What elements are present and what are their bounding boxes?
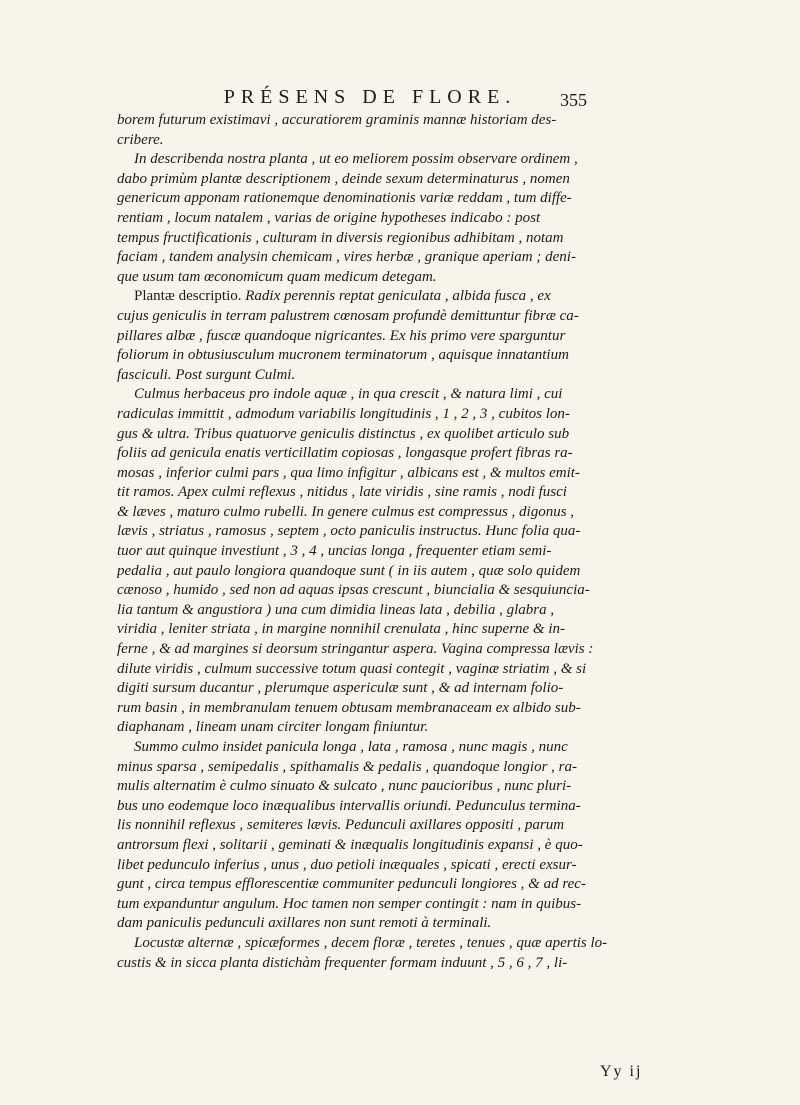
text-line (117, 875, 685, 895)
text-line (117, 248, 685, 268)
text-line (117, 444, 685, 464)
line-text: gus & ultra. Tribus quatuorve geniculis distinctus , ex quolibet articulo sub (117, 425, 570, 442)
line-text: viridia , leniter striata , in margine nonnihil crenulata , hinc superne & in- (117, 621, 566, 638)
text-line (117, 150, 685, 170)
line-text: dilute viridis , culmum successive totum quasi contegit , vaginæ striatim , & si (117, 660, 587, 677)
text-line (117, 287, 685, 307)
line-text: fasciculi. Post surgunt Culmi. (117, 366, 296, 383)
line-text: mulis alternatim è culmo sinuato & sulcato , nunc paucioribus , nunc pluri- (117, 778, 572, 795)
signature-mark: Yy ij (600, 1063, 643, 1080)
text-line (117, 503, 685, 523)
text-line (117, 111, 685, 131)
text-line (117, 189, 685, 209)
body-text (117, 111, 685, 973)
line-text: genericum apponam rationemque denominationis variæ reddam , tum diffe- (117, 190, 572, 207)
line-text: minus sparsa , semipedalis , spithamalis & pedalis , quandoque longior , ra- (117, 758, 578, 775)
text-line (117, 307, 685, 327)
text-line (117, 562, 685, 582)
line-text: digiti sursum ducantur , plerumque aspericulæ sunt , & ad internam folio- (117, 680, 564, 697)
line-text: Radix perennis reptat geniculata , albida fusca , ex (245, 288, 551, 305)
line-text: Summo culmo insidet panicula longa , lata , ramosa , nunc magis , nunc (134, 739, 568, 755)
line-text: tempus fructificationis , culturam in diversis regionibus adhibitam , notam (117, 229, 564, 246)
text-line (117, 464, 685, 484)
line-text: borem futurum existimavi , accuratiorem graminis mannæ historiam des- (117, 112, 557, 128)
text-line (117, 620, 685, 640)
text-line (117, 914, 685, 934)
text-line (117, 777, 685, 797)
text-line (117, 483, 685, 503)
text-line (117, 954, 685, 974)
text-line (117, 718, 685, 738)
text-line (117, 405, 685, 425)
line-text: lævis , striatus , ramosus , septem , octo paniculis instructus. Hunc folia qua- (117, 523, 581, 540)
line-text: pillares albæ , fuscæ quandoque nigricantes. Ex his primo vere sparguntur (117, 327, 566, 344)
line-text: & læves , maturo culmo rubelli. In genere culmus est compressus , digonus , (117, 503, 575, 520)
line-text: cujus geniculis in terram palustrem cœnosam profundè demittuntur fibræ ca- (117, 307, 579, 324)
text-line (117, 229, 685, 249)
text-line (117, 170, 685, 190)
text-line (117, 679, 685, 699)
line-text: que usum tam œconomicum quam medicum detegam. (117, 268, 437, 285)
text-line (117, 640, 685, 660)
text-line (117, 738, 685, 758)
text-line (117, 346, 685, 366)
line-text: rum basin , in membranulam tenuem obtusam membranaceam ex albido sub- (117, 699, 581, 716)
paragraph (117, 111, 685, 150)
line-text: tit ramos. Apex culmi reflexus , nitidus , late viridis , sine ramis , nodi fusci (117, 484, 567, 501)
line-text: bus uno eodemque loco inæqualibus intervallis oriundi. Pedunculus termina- (117, 797, 581, 814)
paragraph (117, 150, 685, 287)
line-text: Locustæ alternæ , spicæformes , decem floræ , teretes , tenues , quæ apertis lo- (134, 934, 608, 951)
line-text: cribere. (117, 131, 164, 148)
line-text: tum expanduntur angulum. Hoc tamen non semper contingit : nam in quibus- (117, 895, 582, 912)
text-line (117, 934, 685, 954)
line-text: antrorsum flexi , solitarii , geminati & inæqualis longitudinis expansi , è quo- (117, 836, 583, 853)
text-line (117, 601, 685, 621)
line-text: lis nonnihil reflexus , semiteres lævis. Pedunculi axillares oppositi , parum (117, 817, 565, 834)
paragraph (117, 287, 685, 385)
line-text: tuor aut quinque investiunt , 3 , 4 , uncias longa , frequenter etiam semi- (117, 543, 552, 560)
text-line (117, 758, 685, 778)
text-line (117, 131, 685, 151)
text-line (117, 699, 685, 719)
line-text: lia tantum & angustiora ) una cum dimidia lineas lata , debilia , glabra , (117, 601, 555, 618)
line-text: dam paniculis pedunculi axillares non sunt remoti à terminali. (117, 915, 492, 932)
text-line (117, 327, 685, 347)
text-line (117, 895, 685, 915)
text-line (117, 660, 685, 680)
line-text: pedalia , aut paulo longiora quandoque sunt ( in iis autem , quæ solo quidem (117, 562, 581, 579)
line-text: foliis ad genicula enatis verticillatim copiosas , longasque profert fibras ra- (117, 445, 573, 462)
text-line (117, 385, 685, 405)
line-text: cænoso , humido , sed non ad aquas ipsas crescunt , biuncialia & sesquiuncia- (117, 582, 590, 599)
paragraph (117, 385, 685, 738)
text-line (117, 856, 685, 876)
line-text: dabo primùm plantæ descriptionem , deinde sexum determinaturus , nomen (117, 170, 570, 187)
line-text: ferne , & ad margines si deorsum stringantur aspera. Vagina compressa lævis : (117, 641, 594, 658)
text-line (117, 581, 685, 601)
line-text: faciam , tandem analysin chemicam , vires herbæ , granique aperiam ; deni- (117, 249, 576, 266)
line-text: foliorum in obtusiusculum mucronem terminatorum , aquisque innatantium (117, 347, 569, 364)
line-text: Culmus herbaceus pro indole aquæ , in qua crescit , & natura limi , cui (134, 386, 563, 403)
line-text: gunt , circa tempus efflorescentiæ communiter pedunculi longiores , & ad rec- (117, 876, 586, 893)
text-line (117, 522, 685, 542)
text-line (117, 209, 685, 229)
text-line (117, 268, 685, 288)
text-line (117, 797, 685, 817)
paragraph (117, 738, 685, 934)
text-line (117, 542, 685, 562)
paragraph (117, 934, 685, 973)
text-line (117, 816, 685, 836)
section-lead: Plantæ descriptio. (134, 288, 242, 305)
text-line (117, 425, 685, 445)
line-text: libet pedunculo inferius , unus , duo petioli inæquales , spicati , erecti exsur- (117, 856, 577, 873)
line-text: mosas , inferior culmi pars , qua limo infigitur , albicans est , & multos emit- (117, 464, 580, 481)
page-number: 355 (560, 90, 587, 110)
line-text: In describenda nostra planta , ut eo meliorem possim observare ordinem , (134, 151, 578, 168)
line-text: radiculas immittit , admodum variabilis longitudinis , 1 , 2 , 3 , cubitos lon- (117, 405, 570, 422)
line-text: rentiam , locum natalem , varias de origine hypotheses indicabo : post (117, 209, 541, 226)
text-line (117, 836, 685, 856)
running-head-title: PRÉSENS DE FLORE. (223, 86, 517, 108)
text-line (117, 366, 685, 386)
line-text: diaphanam , lineam unam circiter longam finiuntur. (117, 719, 429, 736)
line-text: custis & in sicca planta distichàm frequenter formam induunt , 5 , 6 , 7 , li- (117, 954, 568, 971)
